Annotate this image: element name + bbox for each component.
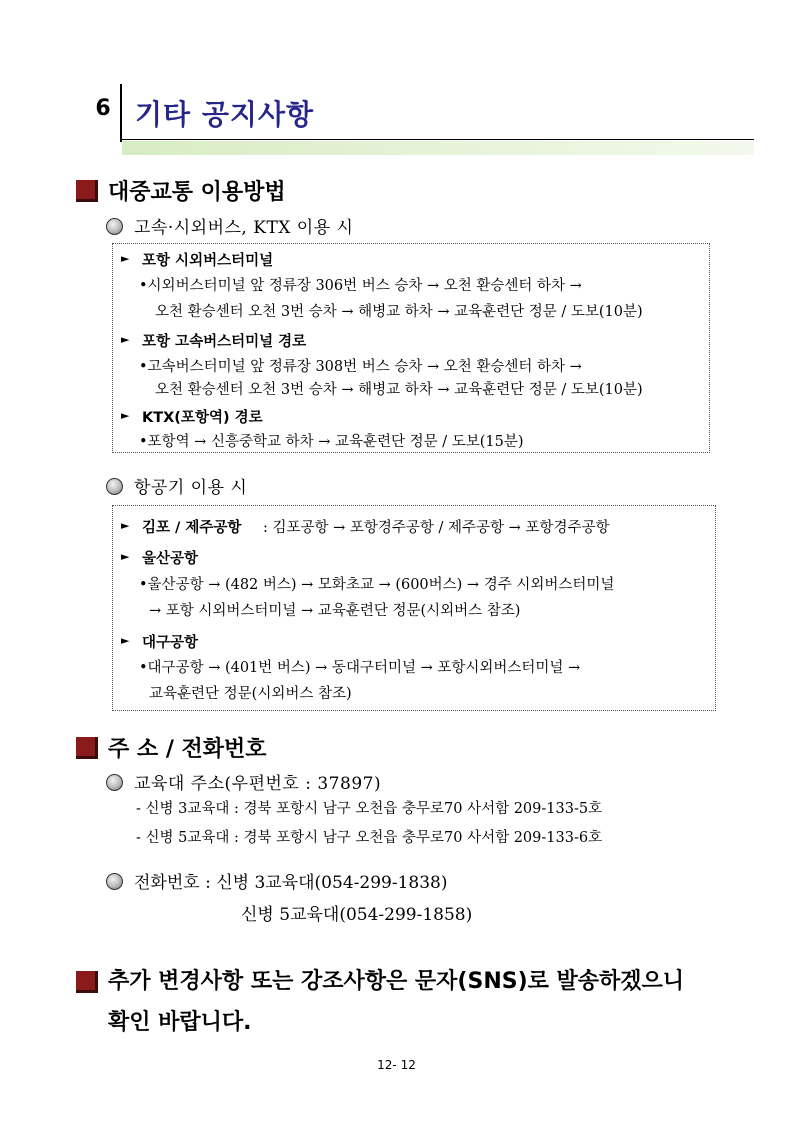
route-heading: 포항 고속버스터미널 경로 <box>142 334 307 350</box>
circle-bullet-icon <box>106 774 123 791</box>
section-title-contact: 주 소 / 전화번호 <box>108 737 267 762</box>
route-heading: KTX(포항역) 경로 <box>142 410 263 426</box>
route-line: 오천 환승센터 오천 3번 승차 → 해병교 하차 → 교육훈련단 정문 / 도보(10분) <box>155 382 643 398</box>
address-subtitle: 교육대 주소(우편번호 : 37897) <box>134 774 382 794</box>
header-band <box>122 141 754 155</box>
chapter-number: 6 <box>95 96 111 121</box>
route-line: •시외버스터미널 앞 정류장 306번 버스 승차 → 오천 환승센터 하차 → <box>139 278 582 294</box>
route-heading: 대구공항 <box>142 635 199 651</box>
circle-bullet-icon <box>106 218 123 235</box>
air-subtitle: 항공기 이용 시 <box>134 478 248 498</box>
route-line: •포항역 → 신흥중학교 하차 → 교육훈련단 정문 / 도보(15분) <box>139 434 524 450</box>
section-title-transport: 대중교통 이용방법 <box>108 180 286 205</box>
route-line: 교육훈련단 정문(시외버스 참조) <box>149 686 352 702</box>
route-line: •울산공항 → (482 버스) → 모화초교 → (600버스) → 경주 시외버스터미널 <box>139 577 615 593</box>
route-line: 오천 환승센터 오천 3번 승차 → 해병교 하차 → 교육훈련단 정문 / 도보(10분) <box>155 304 643 320</box>
triangle-bullet-icon: ► <box>121 252 130 265</box>
bus-subtitle: 고속·시외버스, KTX 이용 시 <box>134 218 354 238</box>
bus-routes-box <box>112 243 710 453</box>
route-line: •고속버스터미널 앞 정류장 308번 버스 승차 → 오천 환승센터 하차 → <box>139 359 582 375</box>
notice-line: 추가 변경사항 또는 강조사항은 문자(SNS)로 발송하겠으니 <box>108 969 685 994</box>
triangle-bullet-icon: ► <box>121 550 130 563</box>
notice-line: 확인 바랍니다. <box>108 1010 252 1035</box>
route-heading: 포항 시외버스터미널 <box>142 253 274 269</box>
header-rule <box>120 139 754 140</box>
air-routes-box <box>112 505 716 711</box>
phone-line: 전화번호 : 신병 3교육대(054-299-1838) <box>134 873 448 893</box>
address-line: - 신병 3교육대 : 경북 포항시 남구 오천읍 충무로70 사서함 209-133-5호 <box>136 801 603 817</box>
triangle-bullet-icon: ► <box>121 333 130 346</box>
square-bullet-icon <box>76 180 98 202</box>
circle-bullet-icon <box>106 478 123 495</box>
phone-line: 신병 5교육대(054-299-1858) <box>241 905 473 925</box>
route-heading: 울산공항 <box>142 551 199 567</box>
page-title: 기타 공지사항 <box>135 98 315 131</box>
address-line: - 신병 5교육대 : 경북 포항시 남구 오천읍 충무로70 사서함 209-133-6호 <box>136 830 603 846</box>
route-line: : 김포공항 → 포항경주공항 / 제주공항 → 포항경주공항 <box>263 520 610 536</box>
page-number: 12- 12 <box>377 1058 416 1072</box>
route-line: •대구공항 → (401번 버스) → 동대구터미널 → 포항시외버스터미널 → <box>139 660 581 676</box>
route-line: → 포항 시외버스터미널 → 교육훈련단 정문(시외버스 참조) <box>149 603 521 619</box>
header-divider <box>120 84 122 142</box>
route-heading: 김포 / 제주공항 <box>142 520 242 536</box>
triangle-bullet-icon: ► <box>121 519 130 532</box>
circle-bullet-icon <box>106 873 123 890</box>
square-bullet-icon <box>76 737 98 759</box>
triangle-bullet-icon: ► <box>121 634 130 647</box>
triangle-bullet-icon: ► <box>121 409 130 422</box>
square-bullet-icon <box>76 971 98 993</box>
